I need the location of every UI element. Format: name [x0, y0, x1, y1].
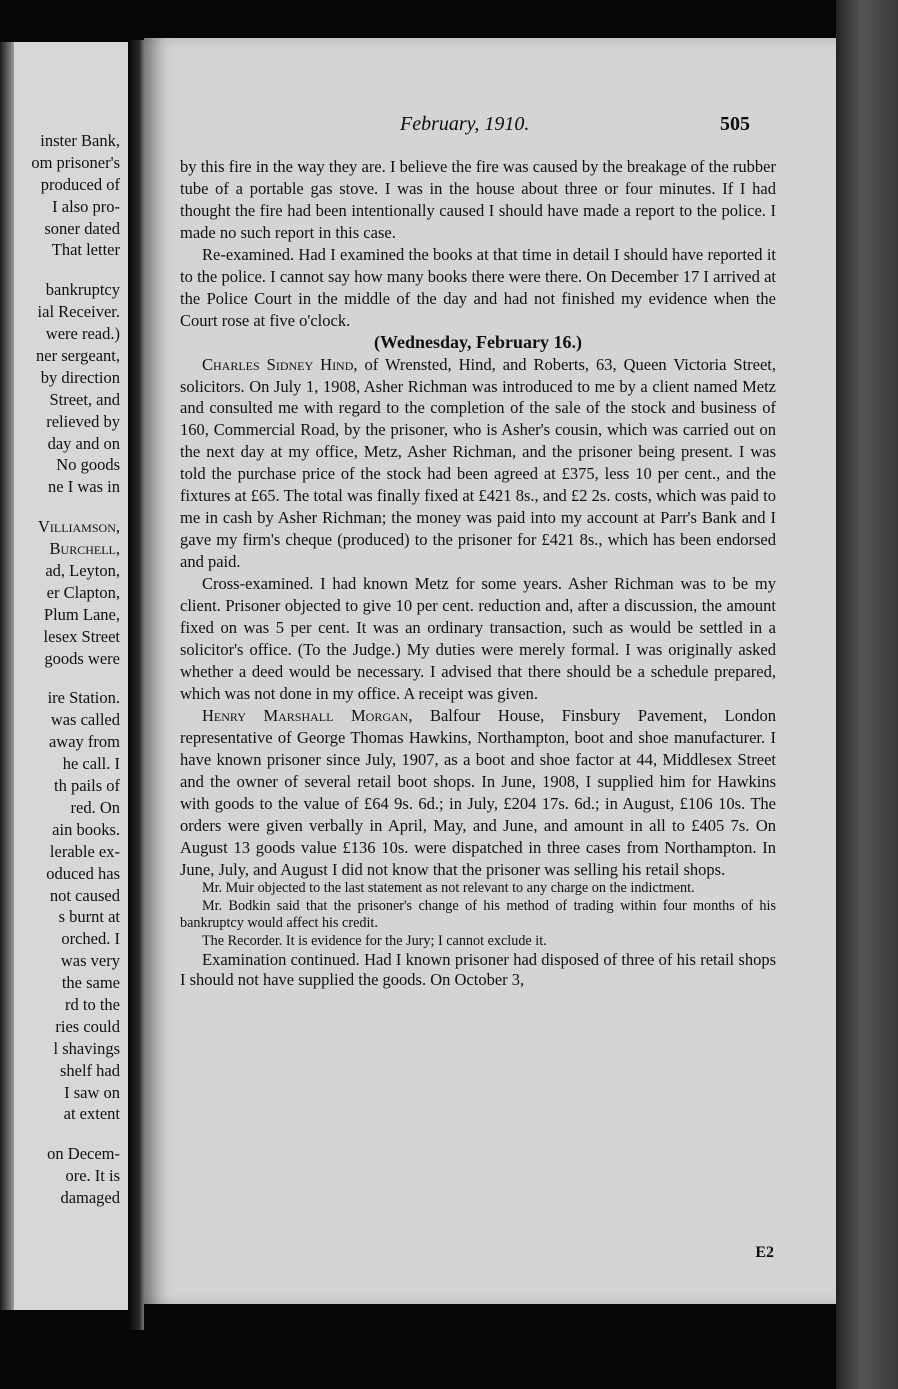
left-page-line: th pails of	[54, 776, 120, 796]
page-body	[180, 156, 776, 990]
note: The Recorder. It is evidence for the Jury; I cannot exclude it.	[202, 932, 547, 949]
left-page-line: l shavings	[53, 1038, 120, 1058]
left-page-line: ain books.	[52, 819, 120, 839]
paragraph: by this fire in the way they are. I believe the fire was caused by the breakage of the rubber tube of a portable gas stove. I was in the house about three or four minutes. If I had thought the fire had been intentionally caused I should have made a report to the police. I made no such report in this case.	[180, 157, 776, 242]
paragraph-text: Balfour House, Finsbury Pavement, London representative of George Thomas Hawkins, Northampton, boot and shoe manufacturer. I have known prisoner since July, 1907, as a boot and shoe factor at 44, Middlesex Street and the owner of several retail boot shops. In June, 1908, I supplied him for Hawkins with goods to the value of £64 9s. 6d.; in July, £204 17s. 6d.; in August, £106 10s. The orders were given verbally in April, May, and June, and amount in all to £405 7s. On August 13 goods value £136 10s. were dispatched in three cases from Northampton. In June, July, and August I did not know that the prisoner was selling his retail shops.	[180, 705, 776, 879]
left-page-line: by direction	[40, 367, 120, 387]
left-page-line: was very	[60, 951, 120, 971]
paragraph	[180, 354, 776, 574]
left-page-line: day and on	[47, 433, 120, 453]
left-page-line: he call. I	[62, 754, 120, 774]
book-gutter	[128, 40, 144, 1330]
left-page-line: ire Station.	[47, 688, 120, 708]
left-page-line: was called	[50, 710, 120, 730]
left-page-line: ial Receiver.	[37, 302, 120, 322]
left-page-line: That letter	[51, 240, 120, 260]
left-page-line: I also pro-	[52, 196, 120, 216]
left-page-line: Plum Lane,	[43, 604, 120, 624]
line-gap	[31, 261, 120, 279]
left-page-line: the same	[61, 973, 120, 993]
witness-name: Charles Sidney Hind,	[202, 354, 358, 374]
left-page-line: bankruptcy	[45, 280, 120, 300]
left-page-line: No goods	[56, 455, 120, 475]
left-page-line: produced of	[40, 174, 120, 194]
left-page-line: damaged	[60, 1188, 120, 1208]
left-page-line: Villiamson,	[37, 517, 120, 537]
left-page-line: er Clapton,	[46, 582, 120, 602]
header-title: February, 1910.	[400, 113, 530, 135]
left-page-line: away from	[48, 732, 120, 752]
left-page-line: soner dated	[44, 218, 120, 238]
left-page-line: s burnt at	[58, 907, 120, 927]
paragraph	[180, 705, 776, 881]
left-page-line: Street, and	[49, 389, 120, 409]
left-page-line: relieved by	[46, 411, 120, 431]
signature-mark: E2	[755, 1244, 774, 1261]
left-page-line: lesex Street	[43, 626, 120, 646]
left-page-line: Burchell,	[49, 539, 120, 559]
page-number: 505	[720, 113, 750, 135]
left-page-text	[31, 130, 120, 1209]
note: Mr. Bodkin said that the prisoner's change of his method of trading within four months of his bankruptcy would affect his credit.	[180, 897, 776, 932]
left-page-line: ner sergeant,	[36, 346, 120, 366]
left-page-edge	[0, 42, 14, 1310]
left-page-line: ries could	[55, 1016, 120, 1036]
left-page-line: rd to the	[65, 994, 120, 1014]
left-page-line: oduced has	[46, 863, 120, 883]
page-edge-shadow	[836, 0, 898, 1389]
line-gap	[31, 669, 120, 687]
left-page-line: goods were	[44, 648, 120, 668]
left-page-line: not caused	[49, 885, 120, 905]
left-page-line: ne I was in	[48, 477, 120, 497]
left-page-line: on Decem-	[47, 1144, 120, 1164]
paragraph: Re-examined. Had I examined the books at that time in detail I should have reported it to the police. I cannot say how many books there were there. On December 17 I arrived at the Police Court in the middle of the day and had not finished my evidence when the Court rose at five o'clock.	[180, 244, 776, 330]
right-page	[144, 38, 836, 1304]
paragraph: Cross-examined. I had known Metz for some years. Asher Richman was to be my client. Prisoner objected to give 10 per cent. reduction and, after a discussion, the amount fixed on was 5 per cent. It was an ordinary transaction, such as would be settled in a solicitor's office. (To the Judge.) My duties were merely formal. I was originally asked whether a deed would be necessary. I advised that there should be a schedule prepared, which was not done in my office. A receipt was given.	[180, 574, 776, 703]
left-page-line: lerable ex-	[49, 841, 120, 861]
line-gap	[31, 498, 120, 516]
left-page-line: om prisoner's	[31, 152, 120, 172]
paragraph-text: of Wrensted, Hind, and Roberts, 63, Queen Victoria Street, solicitors. On July 1, 1908, Asher Richman was introduced to me by a client named Metz and consulted me with regard to the completion of the sale of the stock and business of 160, Commercial Road, by the prisoner, who is Asher's cousin, which was carried out on the next day at my office, Metz, Asher Richman, and the prisoner being present. I was told the purchase price of the stock had been agreed at £375, less 10 per cent., and the fixtures at £65. The total was finally fixed at £421 8s., and £2 2s. costs, which was paid to me in cash by Asher Richman; the money was paid into my account at Parr's Bank and I gave my firm's cheque (produced) to the prisoner for £421 8s., which has been endorsed and paid.	[180, 354, 777, 572]
left-page-line: ore. It is	[65, 1166, 120, 1186]
left-page-line: ad, Leyton,	[45, 561, 120, 581]
date-heading: (Wednesday, February 16.)	[373, 331, 582, 352]
witness-name: Henry Marshall Morgan,	[202, 705, 413, 725]
paragraph: Examination continued. Had I known prisoner had disposed of three of his retail shops I should not have supplied the goods. On October 3,	[180, 950, 776, 990]
left-page-line: red. On	[70, 797, 120, 817]
note: Mr. Muir objected to the last statement as not relevant to any charge on the indictment.	[202, 880, 695, 897]
left-page-line: at extent	[63, 1104, 120, 1124]
left-page-line: shelf had	[59, 1060, 120, 1080]
left-page-line: orched. I	[61, 929, 120, 949]
line-gap	[31, 1125, 120, 1143]
left-page	[0, 42, 128, 1310]
left-page-line: inster Bank,	[40, 131, 120, 150]
left-page-line: were read.)	[45, 324, 120, 344]
left-page-line: I saw on	[64, 1082, 120, 1102]
